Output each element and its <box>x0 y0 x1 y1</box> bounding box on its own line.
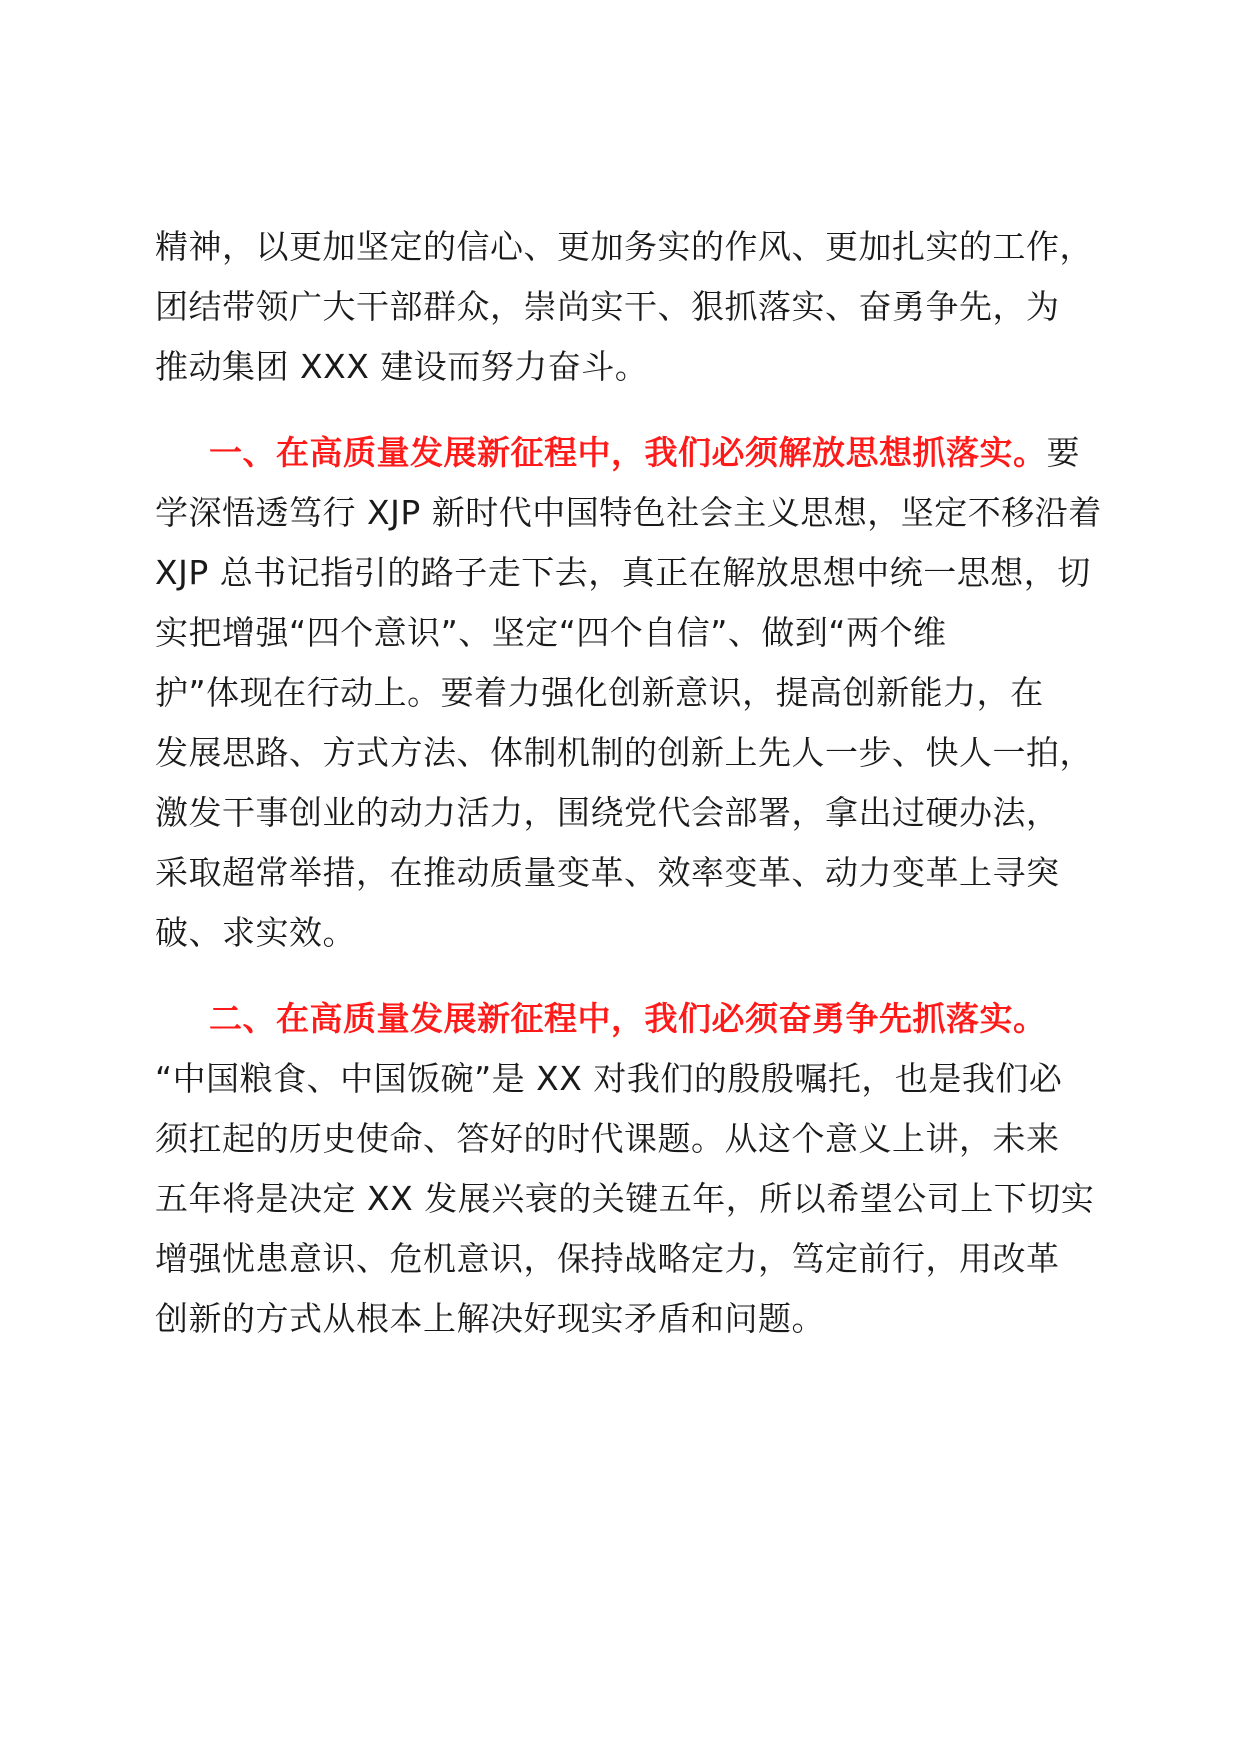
paragraph-2-line-7: 激发干事创业的动力活力，围绕党代会部署，拿出过硬办法， <box>155 793 1060 832</box>
section-2-heading: 二、在高质量发展新征程中，我们必须奋勇争先抓落实。 <box>209 999 1047 1038</box>
paragraph-3-line-4: 五年将是决定 XX 发展兴衰的关键五年，所以希望公司上下切实 <box>155 1179 1095 1218</box>
paragraph-2-line-8: 采取超常举措，在推动质量变革、效率变革、动力变革上寻突 <box>155 853 1060 892</box>
paragraph-2-line-4: 实把增强“四个意识”、坚定“四个自信”、做到“两个维 <box>155 613 947 652</box>
paragraph-2-line-2: 学深悟透笃行 XJP 新时代中国特色社会主义思想，坚定不移沿着 <box>155 493 1102 532</box>
paragraph-1-line-1: 精神，以更加坚定的信心、更加务实的作风、更加扎实的工作， <box>155 227 1093 266</box>
paragraph-1-line-2: 团结带领广大干部群众，崇尚实干、狠抓落实、奋勇争先，为 <box>155 287 1060 326</box>
paragraph-3-first-line <box>155 994 1047 1044</box>
section-1-heading: 一、在高质量发展新征程中，我们必须解放思想抓落实。 <box>209 433 1047 472</box>
paragraph-1-line-3: 推动集团 XXX 建设而努力奋斗。 <box>155 347 649 386</box>
paragraph-2-line-3: XJP 总书记指引的路子走下去，真正在解放思想中统一思想，切 <box>155 553 1091 592</box>
paragraph-3-line-5: 增强忧患意识、危机意识，保持战略定力，笃定前行，用改革 <box>155 1239 1060 1278</box>
paragraph-2-line-9: 破、求实效。 <box>155 913 356 952</box>
section-1-first-line-rest: 要 <box>1046 433 1080 472</box>
paragraph-3-line-2: “中国粮食、中国饭碗”是 XX 对我们的殷殷嘱托，也是我们必 <box>155 1059 1063 1098</box>
paragraph-2-first-line <box>155 428 1080 478</box>
paragraph-2-line-5: 护”体现在行动上。要着力强化创新意识，提高创新能力，在 <box>155 673 1044 712</box>
paragraph-2-line-6: 发展思路、方式方法、体制机制的创新上先人一步、快人一拍， <box>155 733 1093 772</box>
paragraph-3-line-3: 须扛起的历史使命、答好的时代课题。从这个意义上讲，未来 <box>155 1119 1060 1158</box>
paragraph-3-line-6: 创新的方式从根本上解决好现实矛盾和问题。 <box>155 1299 825 1338</box>
